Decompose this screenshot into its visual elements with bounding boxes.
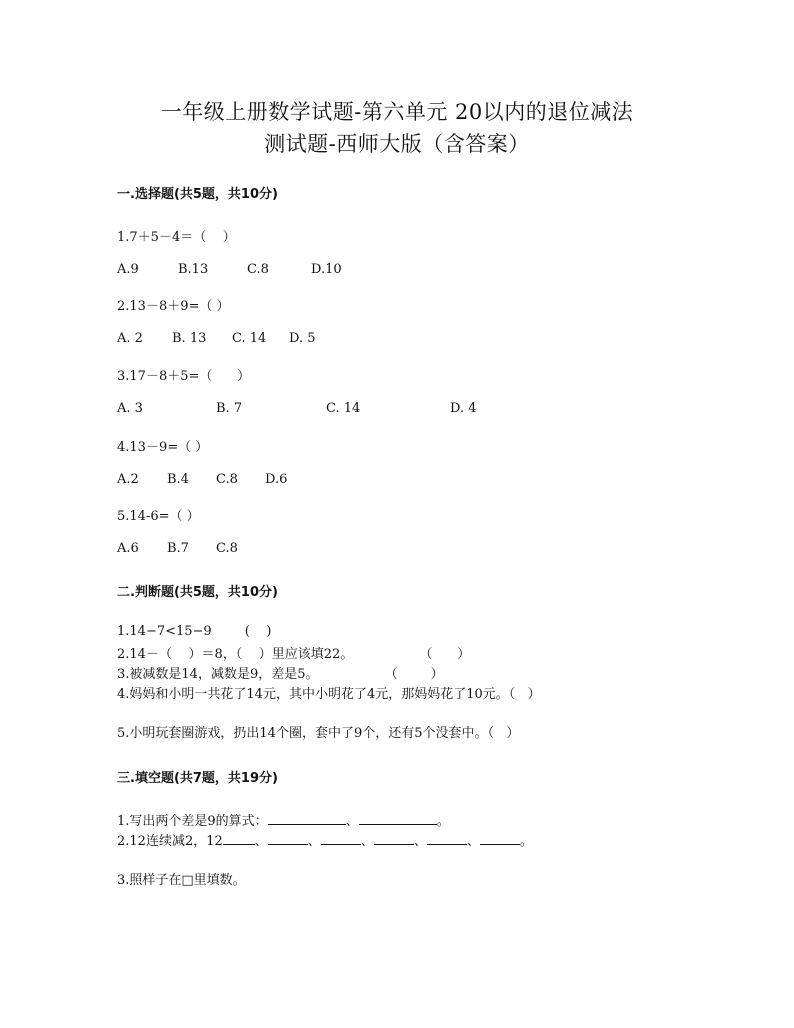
answer-blank[interactable]: [427, 832, 467, 845]
q1-5-option-c: C.8: [216, 541, 238, 556]
q1-1-option-d: D.10: [311, 262, 342, 277]
section3-heading: 三.填空题(共7题，共19分): [117, 771, 278, 786]
q1-3-option-d: D. 4: [450, 401, 477, 416]
question-2-1: 1.14−7<15−9 ( ): [117, 624, 272, 639]
page-title-line2: 测试题-西师大版（含答案）: [264, 132, 530, 156]
question-2-4: 4.妈妈和小明一共花了14元，其中小明花了4元，那妈妈花了10元。（ ）: [117, 687, 541, 702]
q1-3-option-a: A. 3: [117, 401, 143, 416]
answer-blank[interactable]: [223, 832, 255, 845]
question-2-2: 2.14－（ ）＝8，（ ）里应该填22。 （ ）: [117, 647, 471, 662]
q1-5-option-a: A.6: [117, 541, 139, 556]
q1-2-option-a: A. 2: [117, 331, 143, 346]
question-3-3: 3.照样子在□里填数。: [117, 873, 246, 888]
question-1-4: 4.13－9=（ ）: [117, 440, 209, 455]
q1-4-option-c: C.8: [216, 472, 238, 487]
question-1-5: 5.14-6=（ ）: [117, 509, 200, 524]
answer-blank[interactable]: [268, 832, 308, 845]
separator: 、: [307, 834, 321, 849]
answer-blank[interactable]: [480, 832, 520, 845]
q1-2-option-c: C. 14: [232, 331, 267, 346]
separator: 、: [345, 814, 359, 829]
separator: 、: [360, 834, 374, 849]
end-mark: 。: [436, 814, 450, 829]
q3-1-prefix: 1.写出两个差是9的算式：: [117, 814, 268, 829]
question-1-1: 1.7＋5－4＝（ ）: [117, 230, 236, 245]
q1-1-option-b: B.13: [178, 262, 209, 277]
q1-4-option-b: B.4: [167, 472, 189, 487]
page-title-line1: 一年级上册数学试题-第六单元 20以内的退位减法: [160, 100, 634, 124]
q1-2-option-b: B. 13: [172, 331, 207, 346]
q1-4-option-a: A.2: [117, 472, 139, 487]
question-2-5: 5.小明玩套圈游戏，扔出14个圈，套中了9个，还有5个没套中。（ ）: [117, 726, 520, 741]
q1-1-option-c: C.8: [247, 262, 269, 277]
end-mark: 。: [519, 834, 533, 849]
separator: 、: [413, 834, 427, 849]
question-1-2: 2.13－8＋9=（ ）: [117, 299, 230, 314]
answer-blank[interactable]: [374, 832, 414, 845]
q3-2-prefix: 2.12连续减2，12: [117, 834, 223, 849]
section1-heading: 一.选择题(共5题，共10分): [117, 187, 278, 202]
question-2-3: 3.被减数是14，减数是9，差是5。 （ ）: [117, 667, 444, 682]
q1-5-option-b: B.7: [167, 541, 189, 556]
separator: 、: [254, 834, 268, 849]
q1-2-option-d: D. 5: [289, 331, 316, 346]
q1-4-option-d: D.6: [265, 472, 288, 487]
answer-blank[interactable]: [359, 812, 437, 825]
q1-3-option-c: C. 14: [326, 401, 361, 416]
answer-blank[interactable]: [268, 812, 346, 825]
question-3-2: [117, 830, 533, 849]
q1-3-option-b: B. 7: [216, 401, 243, 416]
q1-1-option-a: A.9: [117, 262, 139, 277]
question-3-1: [117, 810, 450, 829]
separator: 、: [466, 834, 480, 849]
question-1-3: 3.17－8＋5=（ ）: [117, 369, 251, 384]
section2-heading: 二.判断题(共5题，共10分): [117, 585, 278, 600]
answer-blank[interactable]: [321, 832, 361, 845]
